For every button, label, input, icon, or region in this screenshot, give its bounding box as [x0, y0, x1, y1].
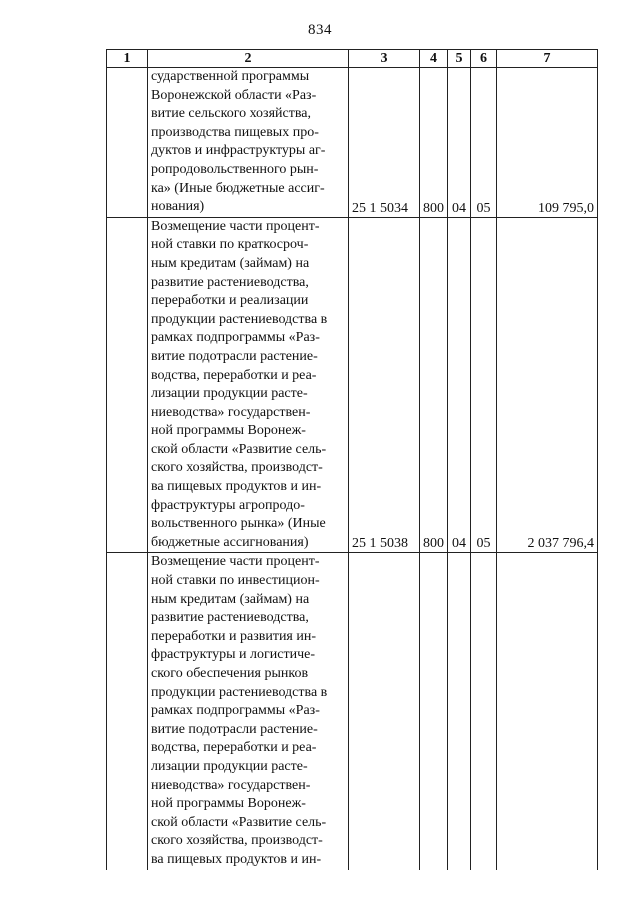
description-line: продукции растениеводства в [151, 311, 328, 327]
header-col-3: 3 [349, 50, 420, 68]
description-line: нования) [151, 199, 205, 215]
target-article-cell: 25 1 5038 [349, 217, 420, 553]
description-line: ского обеспечения рынков [151, 666, 309, 681]
description-line: ниеводства» государствен- [151, 404, 311, 420]
description-line: переработки и реализации [151, 293, 309, 309]
description-line: ского хозяйства, производст- [151, 460, 323, 476]
row-index-cell [107, 217, 148, 553]
description-line: развитие растениеводства, [151, 274, 309, 290]
description-line: сударственной программы [151, 69, 310, 84]
target-article-cell [349, 553, 420, 870]
header-col-2: 2 [148, 50, 349, 68]
description-line: фраструктуры агропродо- [151, 497, 305, 513]
subsection-cell [471, 553, 497, 870]
description-line: бюджетные ассигнования) [151, 534, 309, 550]
description-line: рамках подпрограммы «Раз- [151, 703, 320, 719]
header-col-4: 4 [420, 50, 448, 68]
header-col-7: 7 [497, 50, 598, 68]
page-number: 834 [308, 22, 332, 38]
description-line: ной программы Воронеж- [151, 796, 306, 812]
section-cell: 04 [448, 68, 471, 218]
description-line: лизации продукции расте- [151, 386, 308, 402]
amount-cell: 2 037 796,4 [497, 217, 598, 553]
subsection-cell: 05 [471, 217, 497, 553]
description-line: ной ставки по краткосроч- [151, 237, 309, 253]
description-line: рамках подпрограммы «Раз- [151, 330, 320, 346]
description-line: ропродовольственного рын- [151, 161, 319, 177]
expense-type-cell: 800 [420, 217, 448, 553]
description-line: ниеводства» государствен- [151, 777, 311, 793]
row-index-cell [107, 68, 148, 218]
description-line: ской области «Развитие сель- [151, 441, 327, 457]
subsection-cell: 05 [471, 68, 497, 218]
amount-cell: 109 795,0 [497, 68, 598, 218]
description-cell [148, 68, 349, 218]
description-cell [148, 553, 349, 870]
expense-type-cell [420, 553, 448, 870]
description-line: вольственного рынка» (Иные [151, 516, 326, 532]
description-line: ской области «Развитие сель- [151, 814, 327, 830]
description-line: производства пищевых про- [151, 124, 319, 140]
description-line: фраструктуры и логистиче- [151, 647, 316, 663]
description-line: водства, переработки и реа- [151, 367, 317, 383]
description-line: витие сельского хозяйства, [151, 106, 311, 122]
row-index-cell [107, 553, 148, 870]
description-line: витие подотрасли растение- [151, 721, 318, 737]
description-line: развитие растениеводства, [151, 610, 309, 626]
description-cell [148, 217, 349, 553]
description-line: продукции растениеводства в [151, 684, 328, 700]
description-line: ной ставки по инвестицион- [151, 573, 320, 589]
table-row [107, 68, 598, 218]
header-col-1: 1 [107, 50, 148, 68]
description-line: Воронежской области «Раз- [151, 87, 317, 103]
description-line: ва пищевых продуктов и ин- [151, 479, 322, 495]
budget-table [106, 49, 598, 870]
description-line: ным кредитам (займам) на [151, 255, 310, 271]
expense-type-cell: 800 [420, 68, 448, 218]
description-line: Возмещение части процент- [151, 554, 320, 570]
target-article-cell: 25 1 5034 [349, 68, 420, 218]
description-line: ной программы Воронеж- [151, 423, 306, 439]
table-row [107, 217, 598, 553]
table-row [107, 553, 598, 870]
description-line: дуктов и инфраструктуры аг- [151, 143, 326, 159]
amount-cell [497, 553, 598, 870]
section-cell: 04 [448, 217, 471, 553]
description-line: ского хозяйства, производст- [151, 833, 323, 849]
description-line: Возмещение части процент- [151, 218, 320, 234]
header-col-6: 6 [471, 50, 497, 68]
description-line: ва пищевых продуктов и ин- [151, 851, 322, 867]
description-line: витие подотрасли растение- [151, 348, 318, 364]
section-cell [448, 553, 471, 870]
description-line: ка» (Иные бюджетные ассиг- [151, 180, 325, 196]
description-line: ным кредитам (займам) на [151, 591, 310, 607]
header-row [107, 50, 598, 68]
description-line: лизации продукции расте- [151, 758, 308, 774]
description-line: водства, переработки и реа- [151, 740, 317, 756]
header-col-5: 5 [448, 50, 471, 68]
description-line: переработки и развития ин- [151, 628, 317, 644]
